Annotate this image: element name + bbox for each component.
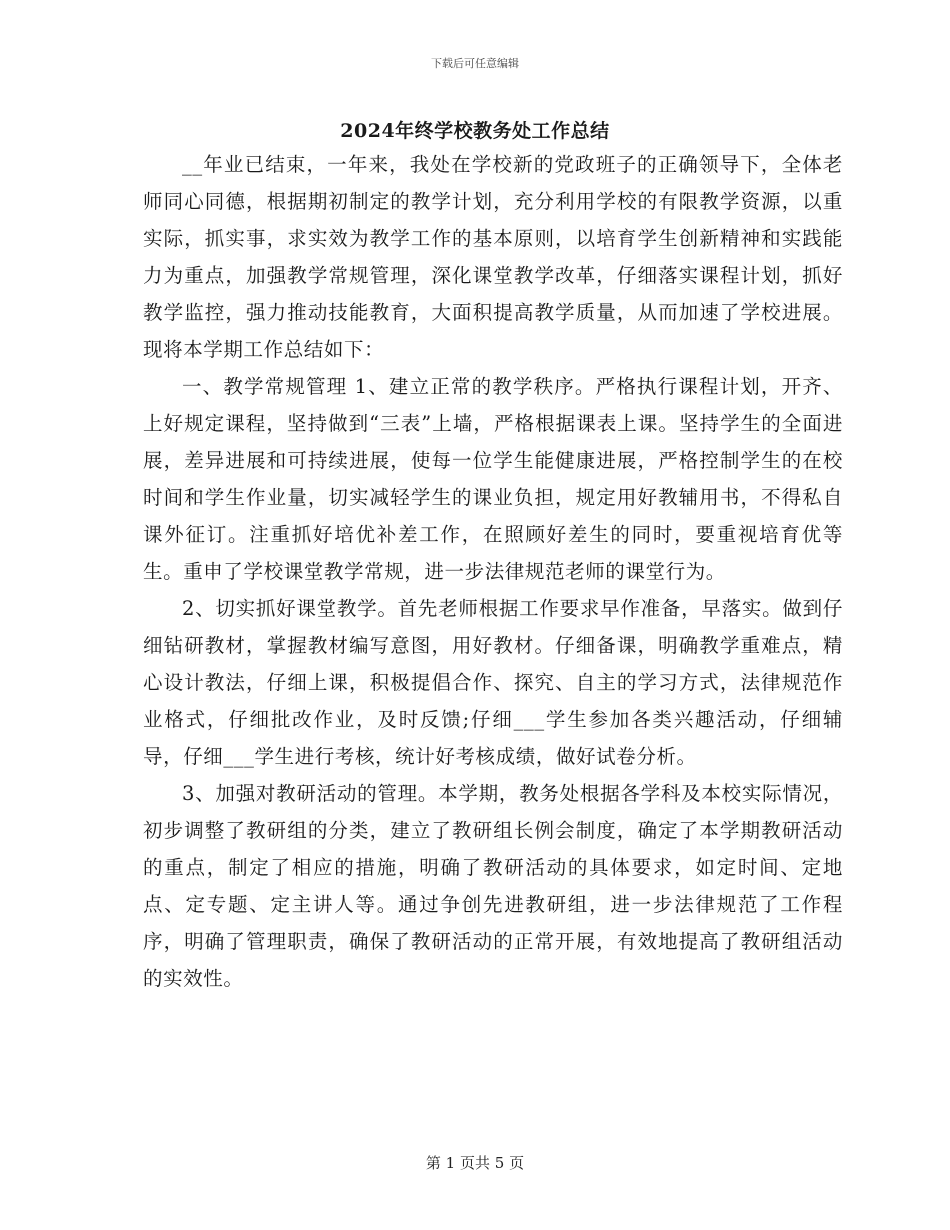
paragraph-teaching-research: 3、加强对教研活动的管理。本学期，教务处根据各学科及本校实际情况，初步调整了教研组的分类，建立了教研组长例会制度，确定了本学期教研活动的重点，制定了相应的措施，明确了教研活动的具体要求，如定时间、定地点、定专题、定主讲人等。通过争创先进教研组，进一步法律规范了工作程序，明确了管理职责，确保了教研活动的正常开展，有效地提高了教研组活动的实效性。 — [143, 782, 843, 990]
paragraph-classroom-teaching: 2、切实抓好课堂教学。首先老师根据工作要求早作准备，早落实。做到仔细钻研教材，掌握教材编写意图，用好教材。仔细备课，明确教学重难点，精心设计教法，仔细上课，积极提倡合作、探究、自主的学习方式，法律规范作业格式，仔细批改作业，及时反馈;仔细___学生参加各类兴趣活动，仔细辅导，仔细___学生进行考核，统计好考核成绩，做好试卷分析。 — [143, 597, 843, 768]
paragraph-routine-management: 一、教学常规管理 1、建立正常的教学秩序。严格执行课程计划，开齐、上好规定课程，坚持做到“三表”上墙，严格根据课表上课。坚持学生的全面进展，差异进展和可持续进展，使每一位学生能健康进展，严格控制学生的在校时间和学生作业量，切实减轻学生的课业负担，规定用好教辅用书，不得私自课外征订。注重抓好培优补差工作，在照顾好差生的同时，要重视培育优等生。重申了学校课堂教学常规，进一步法律规范老师的课堂行为。 — [143, 375, 843, 583]
paragraph-intro: __年业已结束，一年来，我处在学校新的党政班子的正确领导下，全体老师同心同德，根据期初制定的教学计划，充分利用学校的有限教学资源，以重实际，抓实事，求实效为教学工作的基本原则，以培育学生创新精神和实践能力为重点，加强教学常规管理，深化课堂教学改革，仔细落实课程计划，抓好教学监控，强力推动技能教育，大面积提高教学质量，从而加速了学校进展。现将本学期工作总结如下： — [143, 153, 843, 361]
document-title: 2024年终学校教务处工作总结 — [340, 120, 610, 142]
header-note: 下载后可任意编辑 — [431, 57, 519, 70]
document-body — [143, 146, 843, 997]
page-footer: 第 1 页共 5 页 — [425, 1154, 525, 1172]
